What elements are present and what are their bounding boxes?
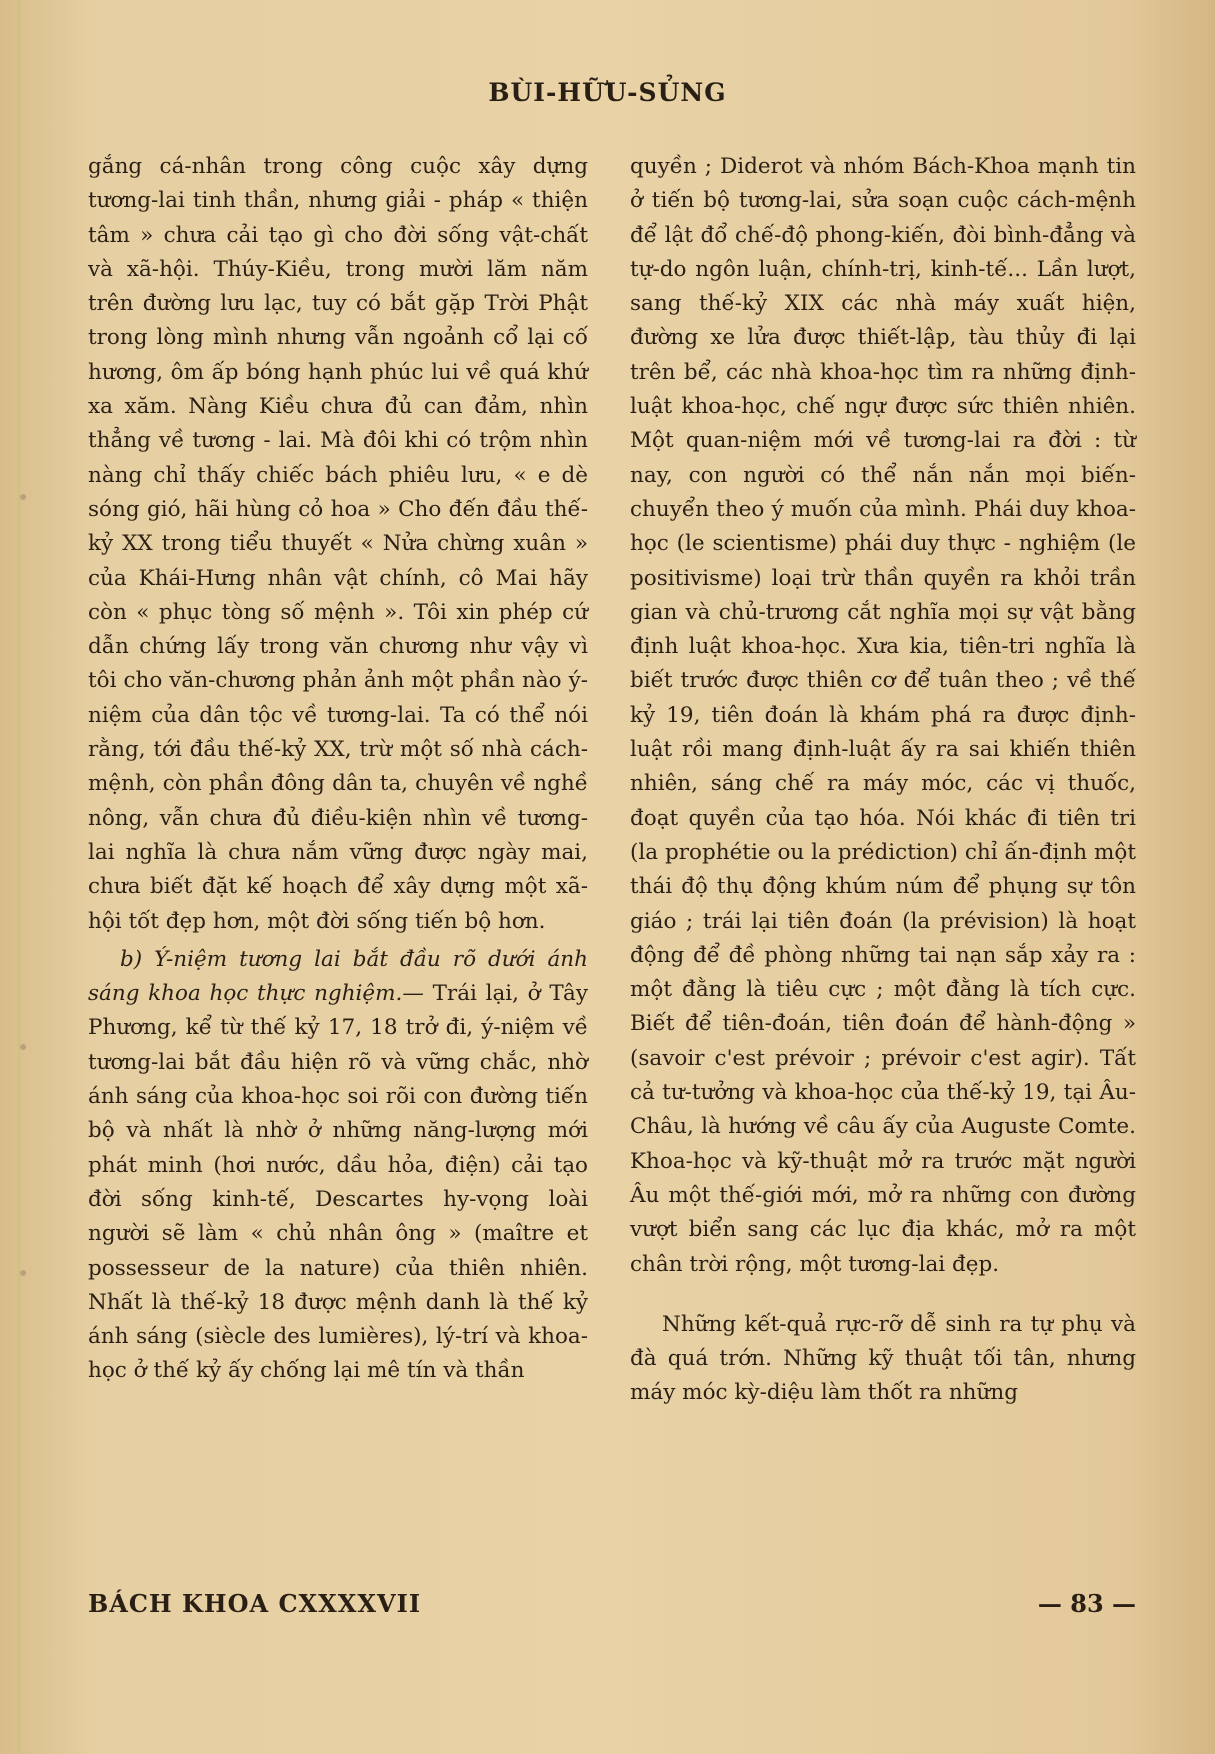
margin-line — [18, 0, 20, 1754]
binding-hole — [20, 494, 26, 500]
paragraph-body: Trái lại, ở Tây Phương, kể từ thế kỷ 17, 18 trở đi, ý-niệm về tương-lai bắt đầu hiện rõ và vững chắc, nhờ ánh sáng của khoa-học soi rõi con đường tiến bộ và nhất là nhờ ở những năng-lượng mới phát minh (hơi nước, dầu hỏa, điện) cải tạo đời sống kinh-tế, Descartes hy-vọng loài người sẽ làm « chủ nhân ông » (maître et possesseur de la nature) của thiên nhiên. Nhất là thế-kỷ 18 được mệnh danh là thế kỷ ánh sáng (siècle des lumières), lý-trí và khoa-học ở thế kỷ ấy chống lại mê tín và thần — [88, 981, 589, 1384]
journal-name: BÁCH KHOA CXXXXVII — [88, 1589, 422, 1618]
paragraph: quyền ; Diderot và nhóm Bách-Khoa mạnh tin ở tiến bộ tương-lai, sửa soạn cuộc cách-mệnh để lật đổ chế-độ phong-kiến, đòi bình-đẳng và tự-do ngôn luận, chính-trị, kinh-tế... Lần lượt, sang thế-kỷ XIX các nhà máy xuất hiện, đường xe lửa được thiết-lập, tàu thủy đi lại trên bể, các nhà khoa-học tìm ra những định-luật khoa-học, chế ngự được sức thiên nhiên. Một quan-niệm mới về tương-lai ra đời : từ nay, con người có thể nắn nắn mọi biến-chuyển theo ý muốn của mình. Phái duy khoa-học (le scientisme) phái duy thực - nghiệm (le positivisme) loại trừ thần quyền ra khỏi trần gian và chủ-trương cắt nghĩa mọi sự vật bằng định luật khoa-học. Xưa kia, tiên-tri nghĩa là biết trước được thiên cơ để tuân theo ; về thế kỷ 19, tiên đoán là khám phá ra được định-luật rồi mang định-luật ấy ra sai khiến thiên nhiên, sáng chế ra máy móc, các vị thuốc, đoạt quyền của tạo hóa. Nói khác đi tiên tri (la prophétie ou la prédiction) chỉ ấn-định một thái độ thụ động khúm núm để phụng sự tôn giáo ; trái lại tiên đoán (la prévision) là hoạt động để đề phòng những tai nạn sắp xảy ra : một đằng là tiêu cực ; một đằng là tích cực. Biết để tiên-đoán, tiên đoán để hành-động » (savoir c'est prévoir ; prévoir c'est agir). Tất cả tư-tưởng và khoa-học của thế-kỷ 19, tại Âu-Châu, là hướng về câu ấy của Auguste Comte. Khoa-học và kỹ-thuật mở ra trước mặt người Âu một thế-giới mới, mở ra những con đường vượt biển sang các lục địa khác, mở ra một chân trời rộng, một tương-lai đẹp. — [630, 154, 1136, 1277]
paragraph: Những kết-quả rực-rỡ dễ sinh ra tự phụ và đà quá trớn. Những kỹ thuật tối tân, nhưng máy móc kỳ-diệu làm thốt ra những — [630, 1311, 1136, 1406]
binding-hole — [20, 1044, 26, 1050]
binding-hole — [20, 1270, 26, 1276]
right-column — [630, 150, 1136, 1411]
subsection-heading: b) Ý-niệm tương lai bắt đầu rõ dưới ánh sáng khoa học thực nghiệm.— — [88, 946, 588, 1007]
paragraph: gắng cá-nhân trong công cuộc xây dựng tương-lai tinh thần, nhưng giải - pháp « thiện tâm » chưa cải tạo gì cho đời sống vật-chất và xã-hội. Thúy-Kiều, trong mười lăm năm trên đường lưu lạc, tuy có bắt gặp Trời Phật trong lòng mình nhưng vẫn ngoảnh cổ lại cố hương, ôm ấp bóng hạnh phúc lui về quá khứ xa xăm. Nàng Kiều chưa đủ can đảm, nhìn thẳng về tương - lai. Mà đôi khi có trộm nhìn nàng chỉ thấy chiếc bách phiêu lưu, « e dè sóng gió, hãi hùng cỏ hoa » Cho đến đầu thế-kỷ XX trong tiểu thuyết « Nửa chừng xuân » của Khái-Hưng nhân vật chính, cô Mai hãy còn « phục tòng số mệnh ». Tôi xin phép cứ dẫn chứng lấy trong văn chương như vậy vì tôi cho văn-chương phản ảnh một phần nào ý-niệm của dân tộc về tương-lai. Ta có thể nói rằng, tới đầu thế-kỷ XX, trừ một số nhà cách-mệnh, còn phần đông dân ta, chuyên về nghề nông, vẫn chưa đủ điều-kiện nhìn về tương-lai nghĩa là chưa nắm vững được ngày mai, chưa biết đặt kế hoạch để xây dựng một xã-hội tốt đẹp hơn, một đời sống tiến bộ hơn. — [88, 154, 588, 934]
page-header: BÙI-HỮU-SỦNG — [488, 78, 727, 107]
subsection-paragraph — [88, 943, 588, 1389]
page-number: — 83 — — [1037, 1589, 1136, 1618]
left-column — [88, 150, 588, 1389]
